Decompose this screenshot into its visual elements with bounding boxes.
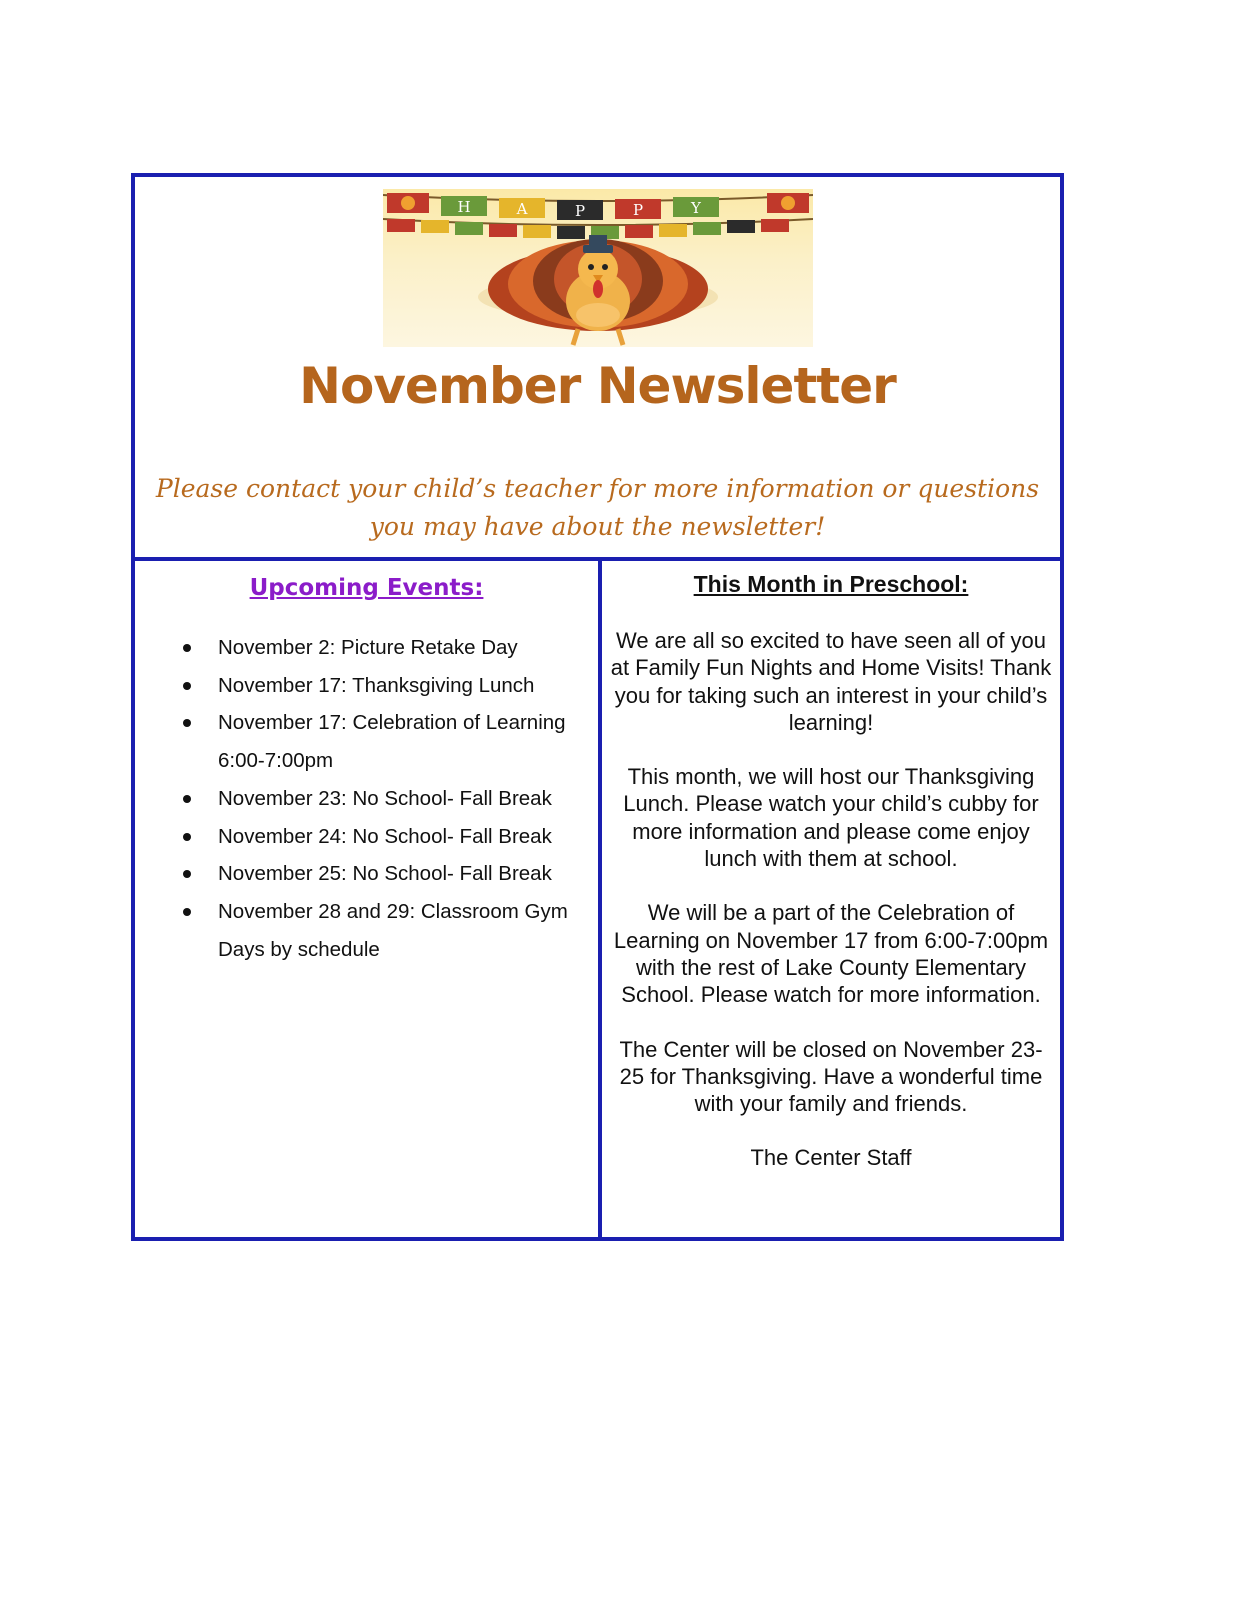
svg-text:A: A — [516, 200, 528, 218]
svg-text:H: H — [457, 198, 471, 216]
page-title: November Newsletter — [299, 357, 896, 415]
preschool-body — [608, 627, 1054, 1172]
list-item: November 24: No School- Fall Break — [179, 818, 589, 856]
list-item: November 23: No School- Fall Break — [179, 780, 589, 818]
list-item: November 28 and 29: Classroom Gym Days by schedule — [179, 893, 589, 968]
turkey-banner-illustration — [383, 189, 813, 347]
preschool-paragraph: The Center will be closed on November 23-25 for Thanksgiving. Have a wonderful time with your family and friends. — [619, 1036, 1043, 1117]
list-item: November 17: Thanksgiving Lunch — [179, 667, 589, 705]
svg-text:P: P — [632, 201, 644, 219]
thanksgiving-banner-image — [383, 189, 813, 347]
banner-top-flags — [387, 193, 809, 220]
preschool-heading: This Month in Preschool: — [693, 571, 969, 597]
upcoming-events-list — [179, 629, 589, 968]
upcoming-events-column — [135, 561, 602, 1237]
contact-note: Please contact your child’s teacher for more information or questions you may have about the newsletter! — [155, 474, 1040, 541]
preschool-paragraph: We will be a part of the Celebration of Learning on November 17 from 6:00-7:00pm with the rest of Lake County Elementary School. Please watch for more information. — [613, 900, 1049, 1008]
banner-bottom-flags — [387, 219, 789, 239]
list-item: November 2: Picture Retake Day — [179, 629, 589, 667]
turkey-icon — [478, 235, 718, 345]
svg-text:P: P — [574, 202, 586, 220]
list-item: November 25: No School- Fall Break — [179, 855, 589, 893]
preschool-paragraph: We are all so excited to have seen all of you at Family Fun Nights and Home Visits! Thank you for taking such an interest in your child’s learning! — [610, 628, 1052, 735]
upcoming-events-heading: Upcoming Events: — [249, 575, 484, 601]
preschool-column — [602, 561, 1060, 1237]
newsletter-header — [135, 177, 1060, 561]
signoff: The Center Staff — [750, 1145, 912, 1171]
list-item: November 17: Celebration of Learning 6:00-7:00pm — [179, 704, 589, 779]
svg-text:Y: Y — [691, 199, 701, 217]
newsletter-frame — [131, 173, 1064, 1241]
preschool-paragraph: This month, we will host our Thanksgiving Lunch. Please watch your child’s cubby for more information and please come enjoy lunch with them at school. — [623, 764, 1039, 872]
